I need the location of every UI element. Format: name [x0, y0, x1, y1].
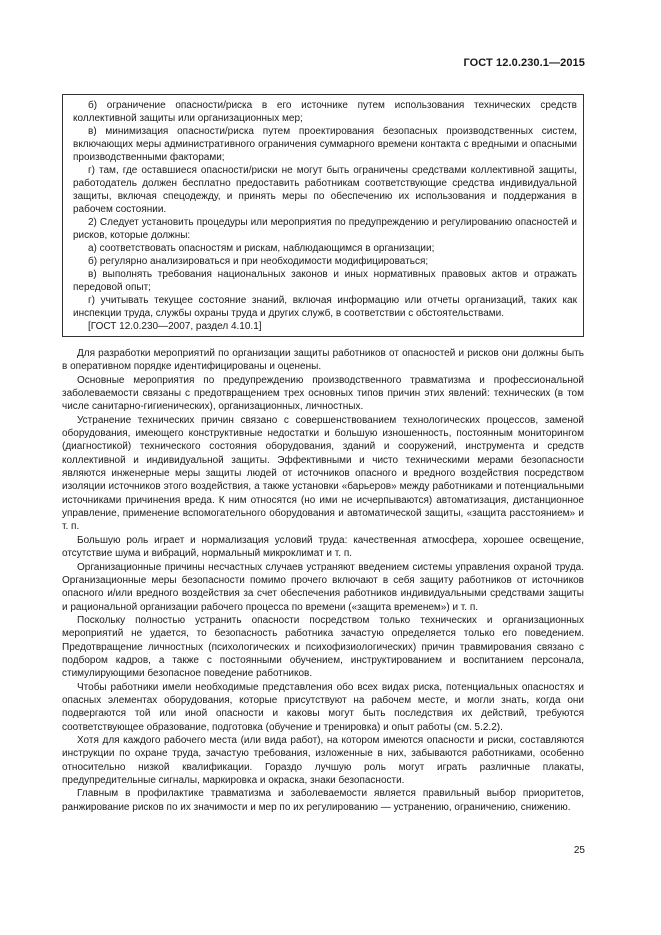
body-paragraph: Для разработки мероприятий по организации защиты работников от опасностей и рисков они должны быть в оперативном порядке идентифицированы и оценены. — [62, 348, 584, 373]
body-paragraph: Большую роль играет и нормализация условий труда: качественная атмосфера, хорошее освещение, отсутствие шума и вибраций, нормальный микроклимат и т. п. — [62, 534, 584, 560]
body-paragraph: Чтобы работники имели необходимые представления обо всех видах риска, потенциальных опасностях и опасных элементах оборудования, которые присутствуют на рабочем месте, и могли знать, когда они подвергаются той или иной опасности и каковы могут быть последствия их действий, требуются соответствующее образование, подготовка (обучение и тренировка) и опыт работы (см. 5.2.2). — [62, 681, 584, 733]
quote-paragraph: в) выполнять требования национальных законов и иных нормативных правовых актов и отражать передовой опыт; — [73, 269, 577, 293]
quote-paragraph: г) там, где оставшиеся опасности/риски не могут быть ограничены средствами коллективной защиты, работодатель должен бесплатно предоставить работникам соответствующие средства индивидуальной защиты, включая спецодежду, и принять меры по обеспечению их использования и поддержания в рабочем состоянии. — [73, 165, 577, 215]
body-paragraph: Хотя для каждого рабочего места (или вида работ), на котором имеются опасности и риски, составляются инструкции по охране труда, зачастую требования, изложенные в них, забываются работниками, особенно относительно низкой квалификации. Гораздо лучшую роль могут играть различные плакаты, предупредительные сигналы, маркировка и окраска, знаки безопасности. — [62, 734, 584, 786]
quote-paragraph: в) минимизация опасности/риска путем проектирования безопасных производственных систем, включающих меры административного ограничения суммарного времени контакта с вредными и опасными производственными факторами; — [73, 126, 577, 163]
standard-header: ГОСТ 12.0.230.1—2015 — [463, 57, 585, 69]
quote-paragraph: б) ограничение опасности/риска в его источнике путем использования технических средств коллективной защиты или организационных мер; — [73, 100, 577, 124]
quote-paragraph: 2) Следует установить процедуры или мероприятия по предупреждению и регулированию опасностей и рисков, которые должны: — [73, 217, 577, 241]
body-paragraph: Поскольку полностью устранить опасности посредством только технических и организационных мероприятий не удается, то безопасность работника зачастую определяется только его поведением. Предотвращение личностных (психологических и психофизиологических) причин травмирования связано с подбором кадров, а также с постоянными обучением, инструктированием и воспитанием персонала, стимулирующими безопасное поведение работников. — [62, 614, 584, 680]
page-number: 25 — [573, 845, 585, 856]
quote-paragraph: г) учитывать текущее состояние знаний, включая информацию или отчеты организаций, таких как инспекции труда, службы охраны труда и других служб, в соответствии с обстоятельствами. — [73, 295, 577, 319]
body-paragraph: Организационные причины несчастных случаев устраняют введением системы управления охраной труда. Организационные меры безопасности помимо прочего включают в себя защиту работников от источников опасного и/или вредного воздействия за счет обеспечения работников индивидуальными средствами защиты и рациональной организации рабочего процесса по времени («защита временем») и т. п. — [62, 561, 584, 613]
quote-reference: [ГОСТ 12.0.230—2007, раздел 4.10.1] — [88, 321, 262, 332]
body-paragraph: Главным в профилактике травматизма и заболеваемости является правильный выбор приоритетов, ранжирование рисков по их значимости и мер по их регулированию — устранению, ограничению, снижению. — [62, 788, 584, 813]
quote-paragraph: а) соответствовать опасностям и рискам, наблюдающимся в организации; — [88, 243, 435, 254]
quoted-standard-box — [62, 94, 584, 337]
body-text — [62, 347, 584, 814]
body-paragraph: Устранение технических причин связано с совершенствованием технологических процессов, заменой оборудования, имеющего конструктивные недостатки и большую изношенность, постоянным мониторингом (диагностикой) технического состояния оборудования, зданий и сооружений, инструмента и средств коллективной и индивидуальной защиты. Эффективными и чисто техническими мерами безопасности являются инженерные меры защиты людей от источников опасного и вредного воздействия посредством изоляции источников этого воздействия, а также установки «барьеров» между работниками и потенциальными источниками причинения вреда. К ним относятся (но ими не исчерпываются) автоматизация, дистанционное управление, применение вспомогательного оборудования и автоматической защиты, «защита расстоянием» и т. п. — [62, 414, 584, 533]
body-paragraph: Основные мероприятия по предупреждению производственного травматизма и профессиональной заболеваемости связаны с предотвращением трех основных типов причин этих явлений: технических (в том числе санитарно-гигиенических), организационных, личностных. — [62, 374, 584, 413]
quote-paragraph: б) регулярно анализироваться и при необходимости модифицироваться; — [88, 256, 429, 267]
